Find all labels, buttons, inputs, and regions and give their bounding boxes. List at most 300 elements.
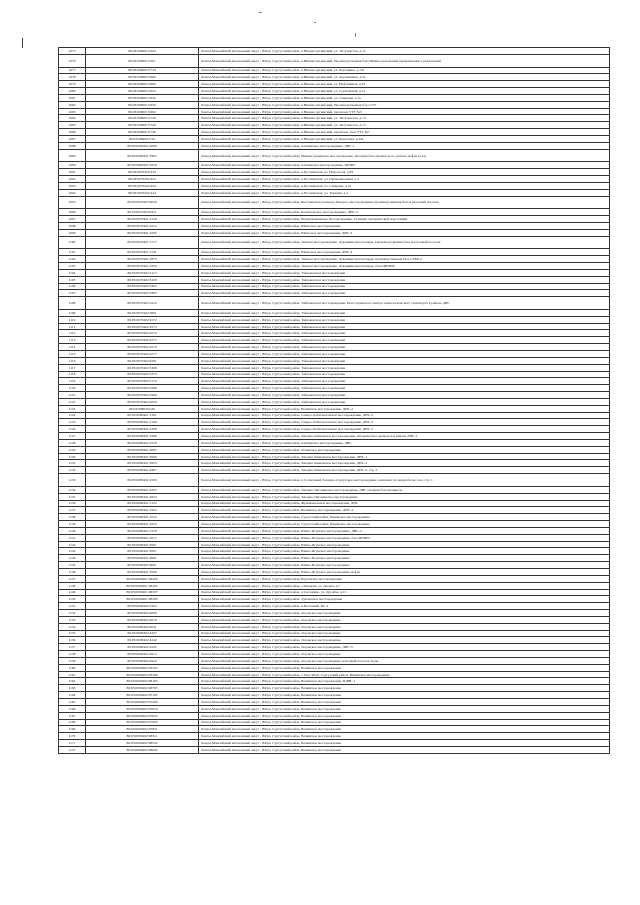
address: Ханты-Мансийский автономный округ - Югра, Сургутский район, Западно-Камынское месторождение, ДНС-2 xyxy=(199,460,610,467)
row-number: 1140 xyxy=(59,527,86,534)
table-row xyxy=(59,521,610,528)
address: Ханты-Мансийский автономный округ - Югра, Сургутский район, Тайлаковское месторождение xyxy=(199,371,610,378)
table-row xyxy=(59,162,610,169)
row-number: 1095 xyxy=(59,196,86,209)
cadastral-number: 86:03:0090401:9061 xyxy=(86,562,199,569)
table-row xyxy=(59,733,610,740)
row-number: 1147 xyxy=(59,575,86,582)
row-number: 1135 xyxy=(59,493,86,500)
address: Ханты-Мансийский автономный округ - Югра, Сургутский район, д.Русскинская, ул. Северная, д.19 xyxy=(199,182,610,189)
cadastral-number: 86:03:0070402:5268 xyxy=(86,385,199,392)
address: Ханты-Мансийский автономный округ - Югра, Сургутский район, Лоровское месторождение xyxy=(199,623,610,630)
table-row xyxy=(59,385,610,392)
cadastral-number: 86:03:0070401:1695 xyxy=(86,229,199,236)
table-row xyxy=(59,209,610,216)
table-row xyxy=(59,337,610,344)
table-row xyxy=(59,616,610,623)
cadastral-number: 86:03:0080401:5478 xyxy=(86,527,199,534)
row-number: 1164 xyxy=(59,692,86,699)
cadastral-number: 86:03:0090402:96163 xyxy=(86,678,199,685)
table-row xyxy=(59,589,610,596)
row-number: 1104 xyxy=(59,269,86,276)
row-number: 1152 xyxy=(59,610,86,617)
cadastral-number: 86:03:0070401:1240 xyxy=(86,216,199,223)
table-row xyxy=(59,651,610,658)
table-row xyxy=(59,740,610,747)
row-number: 1118 xyxy=(59,371,86,378)
cadastral-number: 86:03:0070203:9411 xyxy=(86,209,199,216)
table-row xyxy=(59,169,610,176)
row-number: 1171 xyxy=(59,740,86,747)
address: Ханты-Мансийский автономный округ - Югра, Сургутский район, п.Нижнесортымский, ул. Нефтяников, д.33 xyxy=(199,81,610,88)
address: Ханты-Мансийский автономный округ - Югра, Сургутский район, Дунаевское месторождение xyxy=(199,596,610,603)
cadastral-number: 86:03:0070402:4574 xyxy=(86,330,199,337)
row-number: 1075 xyxy=(59,48,86,55)
scan-speck xyxy=(259,12,262,13)
address: Ханты-Мансийский автономный округ - Югра, Сургутский район, с.Каюкова, ул. Лесная, д.7 xyxy=(199,582,610,589)
table-row xyxy=(59,527,610,534)
table-row xyxy=(59,297,610,310)
address: Ханты-Мансийский автономный округ - Югра, Сургутский район, д.Русскинская, ул. Таежная, д.2 xyxy=(199,189,610,196)
table-row xyxy=(59,568,610,575)
row-number: 1145 xyxy=(59,562,86,569)
cadastral-number: 86:03:0060013:464 xyxy=(86,48,199,55)
row-number: 1115 xyxy=(59,350,86,357)
row-number: 1137 xyxy=(59,507,86,514)
cadastral-number: 86:03:0090401:6507 xyxy=(86,548,199,555)
row-number: 1134 xyxy=(59,486,86,493)
table-row xyxy=(59,115,610,122)
table-row xyxy=(59,623,610,630)
table-row xyxy=(59,610,610,617)
address: Ханты-Мансийский автономный округ - Югра, Сургутский район, Сургутский район, Бачимское месторождение xyxy=(199,514,610,521)
row-number: 1120 xyxy=(59,385,86,392)
table-row xyxy=(59,364,610,371)
row-number: 1076 xyxy=(59,54,86,67)
address: Ханты-Мансийский автономный округ - Югра, Сургутский район, Юильское месторождение, ДНС-4 xyxy=(199,249,610,256)
table-row xyxy=(59,122,610,129)
row-number: 1126 xyxy=(59,426,86,433)
address: Ханты-Мансийский автономный округ - Югра, Сургутский район, Сургутский район, Бачимское месторождение xyxy=(199,521,610,528)
table-row xyxy=(59,446,610,453)
table-row xyxy=(59,453,610,460)
table-row xyxy=(59,426,610,433)
registry-table xyxy=(58,47,610,754)
table-row xyxy=(59,323,610,330)
table-row xyxy=(59,48,610,55)
address: Ханты-Мансийский автономный округ - Югра, Сургутский район, Тайлаковское месторождение, База Сервисного центра технологического транспорта в районе ДНС xyxy=(199,297,610,310)
cadastral-number: 86:03:0080401:5613 xyxy=(86,534,199,541)
cadastral-number: 86:03:0080401:2168 xyxy=(86,419,199,426)
table-row xyxy=(59,405,610,412)
registry-table-body xyxy=(59,48,610,754)
cadastral-number: 86:03:0090402:98634 xyxy=(86,746,199,753)
address: Ханты-Мансийский автономный округ - Югра, Сургутский район, Тайлаковское месторождение xyxy=(199,398,610,405)
cadastral-number: 86:03:0070401:1932 xyxy=(86,263,199,270)
cadastral-number: 86:03:0060013:660 xyxy=(86,74,199,81)
row-number: 1172 xyxy=(59,746,86,753)
cadastral-number: 86:03:0060201:7965 xyxy=(86,149,199,162)
table-row xyxy=(59,176,610,183)
cadastral-number: 86:03:0070402:2113 xyxy=(86,269,199,276)
row-number: 1092 xyxy=(59,176,86,183)
address: Ханты-Мансийский автономный округ - Югра, Сургутский район, Вачимское месторождение xyxy=(199,692,610,699)
address: Ханты-Мансийский автономный округ - Югра, Сургутский район, п.Нижнесортымский, ул. Береговая, д.24а xyxy=(199,135,610,142)
table-row xyxy=(59,309,610,316)
address: Ханты-Мансийский автономный округ - Югра, Сургутский район, Конитлорское месторождение, ДНС-2 xyxy=(199,209,610,216)
row-number: 1124 xyxy=(59,412,86,419)
table-row xyxy=(59,189,610,196)
cadastral-number: 86:03:0070202:422 xyxy=(86,176,199,183)
table-row xyxy=(59,705,610,712)
row-number: 1142 xyxy=(59,541,86,548)
cadastral-number: 86:03:0080401:5204 xyxy=(86,507,199,514)
row-number: 1133 xyxy=(59,474,86,487)
row-number: 1096 xyxy=(59,209,86,216)
row-number: 1112 xyxy=(59,330,86,337)
cadastral-number: 86:03:0090401:96597 xyxy=(86,589,199,596)
row-number: 1157 xyxy=(59,644,86,651)
address: Ханты-Мансийский автономный округ - Югра, Сургутский район, Западно-Камынское месторождение, ДНС-1 xyxy=(199,453,610,460)
row-number: 1153 xyxy=(59,616,86,623)
table-row xyxy=(59,350,610,357)
cadastral-number: 86:03:0090402:98311 xyxy=(86,733,199,740)
address: Ханты-Мансийский автономный округ - Югра, Сургутский район, Тайлаковское месторождение xyxy=(199,323,610,330)
table-row xyxy=(59,486,610,493)
table-row xyxy=(59,467,610,474)
address: Ханты-Мансийский автономный округ - Югра, Сургутский район, Западно-Камынское месторождение, Опорная база промысла в районе ДНС-1 xyxy=(199,433,610,440)
row-number: 1127 xyxy=(59,433,86,440)
address: Ханты-Мансийский автономный округ - Югра, Сургутский район, Вачимское месторождение, ЦДНГ-1 xyxy=(199,678,610,685)
row-number: 1079 xyxy=(59,81,86,88)
table-row xyxy=(59,637,610,644)
cadastral-number: 86:03:0080401:3953 xyxy=(86,460,199,467)
address: Ханты-Мансийский автономный округ - Югра, Сургутский район, Тянское месторождение, Лукъявинская площадь. Производственная база и вахтовый поселок xyxy=(199,236,610,249)
address: Ханты-Мансийский автономный округ - Югра, Сургутский район, Вачимское месторождение xyxy=(199,726,610,733)
cadastral-number: 86:03:0060013:739 xyxy=(86,115,199,122)
row-number: 1099 xyxy=(59,229,86,236)
table-row xyxy=(59,582,610,589)
table-row xyxy=(59,216,610,223)
address: Ханты-Мансийский автономный округ - Югра, Сургутский район, Вачимское месторождение xyxy=(199,746,610,753)
row-number: 1159 xyxy=(59,657,86,664)
table-row xyxy=(59,439,610,446)
address: Ханты-Мансийский автономный округ - Югра, Сургутский район, Тайлаковское месторождение xyxy=(199,290,610,297)
cadastral-number: 86:03:0060013:682 xyxy=(86,108,199,115)
address: Ханты-Мансийский автономный округ - Югра, Сургутский район, Вартовское месторождение xyxy=(199,575,610,582)
cadastral-number: 86:03:0080401:2528 xyxy=(86,439,199,446)
address: Ханты-Мансийский автономный округ - Югра, Сургутский район, Ловинское месторождение xyxy=(199,446,610,453)
row-number: 1150 xyxy=(59,596,86,603)
table-row xyxy=(59,236,610,249)
address: Ханты-Мансийский автономный округ - Югра, Сургутский район, Северо-Лабатьюганское месторождение, ДНС-5 xyxy=(199,426,610,433)
row-number: 1168 xyxy=(59,719,86,726)
cadastral-number: 86:03:0080401:3085 xyxy=(86,446,199,453)
table-row xyxy=(59,94,610,101)
cadastral-number: 86:03:0080401:4500 xyxy=(86,474,199,487)
cadastral-number: 86:03:0070402:4572 xyxy=(86,316,199,323)
address: Ханты-Мансийский автономный округ - Югра, Сургутский район, Лоровское месторождение xyxy=(199,630,610,637)
address: Ханты-Мансийский автономный округ - Югра, Сургутский район, Вачимское месторождение xyxy=(199,699,610,706)
cadastral-number: 86:03:0090402:96793 xyxy=(86,685,199,692)
cadastral-number: 86:03:0090402:97195 xyxy=(86,692,199,699)
address: Ханты-Мансийский автономный округ - Югра, Сургутский район, Верхнекамынское месторождение, Станция электрической подстанции xyxy=(199,216,610,223)
table-row xyxy=(59,290,610,297)
row-number: 1078 xyxy=(59,74,86,81)
cadastral-number: 86:03:0070202:244 xyxy=(86,189,199,196)
address: Ханты-Мансийский автономный округ - Югра, Сургутский район, Тайлаковское месторождение xyxy=(199,357,610,364)
address: Ханты-Мансийский автономный округ - Югра, Сургутский район, Вачимское месторождение xyxy=(199,685,610,692)
table-row xyxy=(59,263,610,270)
cadastral-number: 86:03:0070402:3410 xyxy=(86,297,199,310)
row-number: 1151 xyxy=(59,603,86,610)
scan-speck xyxy=(355,33,356,37)
table-row xyxy=(59,507,610,514)
address: Ханты-Мансийский автономный округ - Югра, Сургутский район, Быстринская площадь Тянского месторождения, производственная база и вахтовый поселок xyxy=(199,196,610,209)
address: Ханты-Мансийский автономный округ - Югра, Сургутский район, Тянское месторождение, Лукъявинская площадь, производственная база СУБР-2 xyxy=(199,256,610,263)
address: Ханты-Мансийский автономный округ - Югра, Сургутский район, Юильское месторождение xyxy=(199,222,610,229)
row-number: 1162 xyxy=(59,678,86,685)
cadastral-number: 86:03:0080301:80 xyxy=(86,405,199,412)
row-number: 1155 xyxy=(59,630,86,637)
scan-speck xyxy=(314,22,316,23)
row-number: 1113 xyxy=(59,337,86,344)
row-number: 1136 xyxy=(59,500,86,507)
row-number: 1110 xyxy=(59,316,86,323)
address: Ханты-Мансийский автономный округ - Югра, Сургутский район, п.Нижнесортымский, ул. Энтузиастов, д.12 xyxy=(199,48,610,55)
row-number: 1080 xyxy=(59,88,86,95)
row-number: 1111 xyxy=(59,323,86,330)
address: Ханты-Мансийский автономный округ - Югра, Сургутский район, Северо-Лабатьюганское месторождение, ДНС-2 xyxy=(199,412,610,419)
cadastral-number: 86:03:0070402:3328 xyxy=(86,276,199,283)
table-row xyxy=(59,276,610,283)
row-number: 1093 xyxy=(59,182,86,189)
cadastral-number: 86:03:0080401:4467 xyxy=(86,467,199,474)
table-row xyxy=(59,575,610,582)
address: Ханты-Мансийский автономный округ - Югра, Сургутский район, п.Нижнесортымский, ул. Энтузиастов, д.13 xyxy=(199,115,610,122)
row-number: 1084 xyxy=(59,115,86,122)
table-row xyxy=(59,54,610,67)
row-number: 1105 xyxy=(59,276,86,283)
cadastral-number: 86:03:0080401:1023 xyxy=(86,521,199,528)
cadastral-number: 86:03:0090401:6501 xyxy=(86,541,199,548)
row-number: 1081 xyxy=(59,94,86,101)
cadastral-number: 86:03:0080401:2298 xyxy=(86,426,199,433)
cadastral-number: 86:03:0060013:669 xyxy=(86,81,199,88)
cadastral-number: 86:03:0090402:95596 xyxy=(86,671,199,678)
row-number: 1083 xyxy=(59,108,86,115)
cadastral-number: 86:03:0070401:1612 xyxy=(86,222,199,229)
row-number: 1158 xyxy=(59,651,86,658)
table-row xyxy=(59,719,610,726)
cadastral-number: 86:03:0090402:97829 xyxy=(86,719,199,726)
row-number: 1106 xyxy=(59,283,86,290)
address: Ханты-Мансийский автономный округ - Югра, Сургутский район, Тайлаковское месторождение xyxy=(199,344,610,351)
address: Ханты-Мансийский автономный округ - Югра, Сургутский район, Вачимское месторождение xyxy=(199,733,610,740)
address: Ханты-Мансийский автономный округ - Югра, Сургутский район, Тайлаковское месторождение xyxy=(199,337,610,344)
cadastral-number: 86:03:0090402:4207 xyxy=(86,630,199,637)
table-row xyxy=(59,135,610,142)
address: Ханты-Мансийский автономный округ - Югра, Сургутский район, Алехинское месторождение, ДНС-1 xyxy=(199,142,610,149)
address: Ханты-Мансийский автономный округ - Югра, Сургутский район, п.Нижнесортымский, промзона УТТ №3 xyxy=(199,108,610,115)
cadastral-number: 86:03:0090402:2322 xyxy=(86,603,199,610)
cadastral-number: 86:03:0090402:4010 xyxy=(86,616,199,623)
address: Ханты-Мансийский автономный округ - Югра, Сургутский район, Южно-Ягунское месторождение xyxy=(199,548,610,555)
cadastral-number: 86:03:0090402:4242 xyxy=(86,637,199,644)
cadastral-number: 86:03:0070402:5368 xyxy=(86,364,199,371)
cadastral-number: 86:03:0070402:3801 xyxy=(86,309,199,316)
cadastral-number: 86:03:0070402:5174 xyxy=(86,378,199,385)
address: Ханты-Мансийский автономный округ - Югра, Сургутский район, Южно-Ягунское месторождение xyxy=(199,555,610,562)
cadastral-number: 86:03:0090401:96598 xyxy=(86,596,199,603)
table-row xyxy=(59,196,610,209)
table-row xyxy=(59,433,610,440)
table-row xyxy=(59,664,610,671)
table-row xyxy=(59,548,610,555)
row-number: 1091 xyxy=(59,169,86,176)
cadastral-number: 86:03:0060201:2958 xyxy=(86,162,199,169)
row-number: 1109 xyxy=(59,309,86,316)
row-number: 1094 xyxy=(59,189,86,196)
row-number: 1100 xyxy=(59,236,86,249)
address: Ханты-Мансийский автономный округ - Югра, Сургутский район, Южно-Ягунское месторождение xyxy=(199,541,610,548)
table-row xyxy=(59,283,610,290)
cadastral-number: 86:03:0070402:5269 xyxy=(86,392,199,399)
table-row xyxy=(59,74,610,81)
table-row xyxy=(59,88,610,95)
row-number: 1082 xyxy=(59,101,86,108)
row-number: 1154 xyxy=(59,623,86,630)
row-number: 1103 xyxy=(59,263,86,270)
table-row xyxy=(59,678,610,685)
row-number: 1119 xyxy=(59,378,86,385)
cadastral-number: 86:03:0070402:4577 xyxy=(86,350,199,357)
table-row xyxy=(59,269,610,276)
row-number: 1077 xyxy=(59,67,86,74)
table-row xyxy=(59,419,610,426)
cadastral-number: 86:03:0080401:4345 xyxy=(86,486,199,493)
cadastral-number: 86:03:0090402:4924 xyxy=(86,657,199,664)
cadastral-number: 86:03:0090402:98532 xyxy=(86,740,199,747)
address: Ханты-Мансийский автономный округ - Югра, Сургутский район, п.Нижнесортымский, ул. Энтузиастов, д.13 xyxy=(199,122,610,129)
table-row xyxy=(59,474,610,487)
address: Ханты-Мансийский автономный округ - Югра, Сургутский район, Западно-Чигоринское месторождение xyxy=(199,493,610,500)
address: Ханты-Мансийский автономный округ - Югра, Сургутский район, Южно-Ягунское месторождение xyxy=(199,562,610,569)
table-row xyxy=(59,182,610,189)
address: Ханты-Мансийский автономный округ - Югра, Сургутский район, п.Нижнесортымский, промзона, база УТТ №7 xyxy=(199,129,610,136)
cadastral-number: 86:03:0070203:9020 xyxy=(86,196,199,209)
cadastral-number: 86:03:0070402:4573 xyxy=(86,323,199,330)
cadastral-number: 86:03:0090401:96429 xyxy=(86,575,199,582)
table-row xyxy=(59,493,610,500)
table-row xyxy=(59,596,610,603)
cadastral-number: 86:03:0060013:740 xyxy=(86,122,199,129)
table-row xyxy=(59,67,610,74)
address: Ханты-Мансийский автономный округ - Югра, Сургутский район, Лоровское месторождение xyxy=(199,616,610,623)
table-row xyxy=(59,699,610,706)
cadastral-number: 86:03:0070402:3362 xyxy=(86,283,199,290)
table-row xyxy=(59,149,610,162)
cadastral-number: 86:03:0070402:5620 xyxy=(86,398,199,405)
cadastral-number: 86:03:0090402:4006 xyxy=(86,610,199,617)
table-row xyxy=(59,392,610,399)
address: Ханты-Мансийский автономный округ - Югра, Сургутский район, Тайлаковское месторождение xyxy=(199,350,610,357)
row-number: 1165 xyxy=(59,699,86,706)
row-number: 1085 xyxy=(59,122,86,129)
address: Ханты-Мансийский автономный округ - Югра, Сургутский район, Тайлаковское месторождение xyxy=(199,330,610,337)
row-number: 1090 xyxy=(59,162,86,169)
cadastral-number: 86:03:0070401:1873 xyxy=(86,256,199,263)
address: Ханты-Мансийский автономный округ - Югра, Сургутский район, Западно-Чигоринское месторождение, ДНС опорная база промысла xyxy=(199,486,610,493)
address: Ханты-Мансийский автономный округ - Югра, Сургутский район, Тайлаковское месторождение xyxy=(199,276,610,283)
address: Ханты-Мансийский автономный округ - Югра, Сургутский район, Лоровское месторождение, ДНС-5 xyxy=(199,644,610,651)
table-row xyxy=(59,129,610,136)
table-row xyxy=(59,644,610,651)
row-number: 1102 xyxy=(59,256,86,263)
table-row xyxy=(59,685,610,692)
cadastral-number: 86:03:0080401:3286 xyxy=(86,433,199,440)
row-number: 1146 xyxy=(59,568,86,575)
cadastral-number: 86:03:0070401:1741 xyxy=(86,249,199,256)
table-row xyxy=(59,514,610,521)
cadastral-number: 86:03:0080401:3161 xyxy=(86,412,199,419)
row-number: 1143 xyxy=(59,548,86,555)
table-row xyxy=(59,222,610,229)
table-row xyxy=(59,562,610,569)
address: Ханты-Мансийский автономный округ - Югра, Сургутский район, Вачимское месторождение xyxy=(199,712,610,719)
cadastral-number: 86:03:0090402:97619 xyxy=(86,705,199,712)
row-number: 1130 xyxy=(59,453,86,460)
cadastral-number: 86:03:0090402:97469 xyxy=(86,699,199,706)
address: Ханты-Мансийский автономный округ - Югра, Сургутский район, п.Нижнесортымский, ул. Северная, д.1а xyxy=(199,94,610,101)
row-number: 1087 xyxy=(59,135,86,142)
address: Ханты-Мансийский автономный округ - Югра, Сургутский район, Нижнесортымское месторождение. Опорная база промысла по добыче нефти и газа xyxy=(199,149,610,162)
address: Ханты-Мансийский автономный округ - Югра, Сургутский район, Тайлаковское месторождение xyxy=(199,316,610,323)
table-row xyxy=(59,371,610,378)
address: Ханты-Мансийский автономный округ - Югра, Сургутский район, Лоровское месторождение xyxy=(199,637,610,644)
address: Ханты-Мансийский автономный округ - Югра, Сургутский район, п.Песчаный, КС-2 xyxy=(199,603,610,610)
address: Ханты-Мансийский автономный округ - Югра, Сургутский район, Тайлаковское месторождение xyxy=(199,385,610,392)
row-number: 1144 xyxy=(59,555,86,562)
cadastral-number: 86:03:0070402:4576 xyxy=(86,344,199,351)
address: Ханты-Мансийский автономный округ - Югра, Сургутский район, п.Нижнесортымский, Производственная база СТУ xyxy=(199,101,610,108)
address: Ханты-Мансийский автономный округ - Югра, Сургутский район, Жумажановское месторождение, ДНС xyxy=(199,500,610,507)
cadastral-number: 86:03:0070202:424 xyxy=(86,182,199,189)
address: Ханты-Мансийский автономный округ - Югра, Сургутский район, Вачимское месторождение, ДНС-4 xyxy=(199,507,610,514)
cadastral-number: 86:03:0090402:4914 xyxy=(86,651,199,658)
cadastral-number: 86:03:0090402:95595 xyxy=(86,664,199,671)
table-row xyxy=(59,712,610,719)
cadastral-number: 86:03:0070402:4575 xyxy=(86,337,199,344)
table-row xyxy=(59,142,610,149)
row-number: 1132 xyxy=(59,467,86,474)
address: Ханты-Мансийский автономный округ - Югра, Сургутский район, Алехинское месторождение, ДНС xyxy=(199,439,610,446)
row-number: 1123 xyxy=(59,405,86,412)
row-number: 1141 xyxy=(59,534,86,541)
table-row xyxy=(59,534,610,541)
address: Ханты-Мансийский автономный округ - Югра, Сургутский район, Тайлаковское месторождение xyxy=(199,378,610,385)
address: Ханты-Мансийский автономный округ - Югра, Сургутский район, Южно-Ягунское месторождение, база ЦППРС xyxy=(199,534,610,541)
table-row xyxy=(59,81,610,88)
table-row xyxy=(59,726,610,733)
address: Ханты-Мансийский автономный округ - Югра, Сургутский район, Вачимское месторождение xyxy=(199,664,610,671)
address: Ханты-Мансийский автономный округ - Югра, Сургутский район, Тянское месторождение, Лукъявинская площадь, база ЦНИПР xyxy=(199,263,610,270)
row-number: 1128 xyxy=(59,439,86,446)
address: Ханты-Мансийский автономный округ - Югра, Сургутский район, Южно-Ягунское месторождение нефти xyxy=(199,568,610,575)
table-row xyxy=(59,249,610,256)
row-number: 1097 xyxy=(59,216,86,223)
cadastral-number: 86:03:0060013:620 xyxy=(86,94,199,101)
